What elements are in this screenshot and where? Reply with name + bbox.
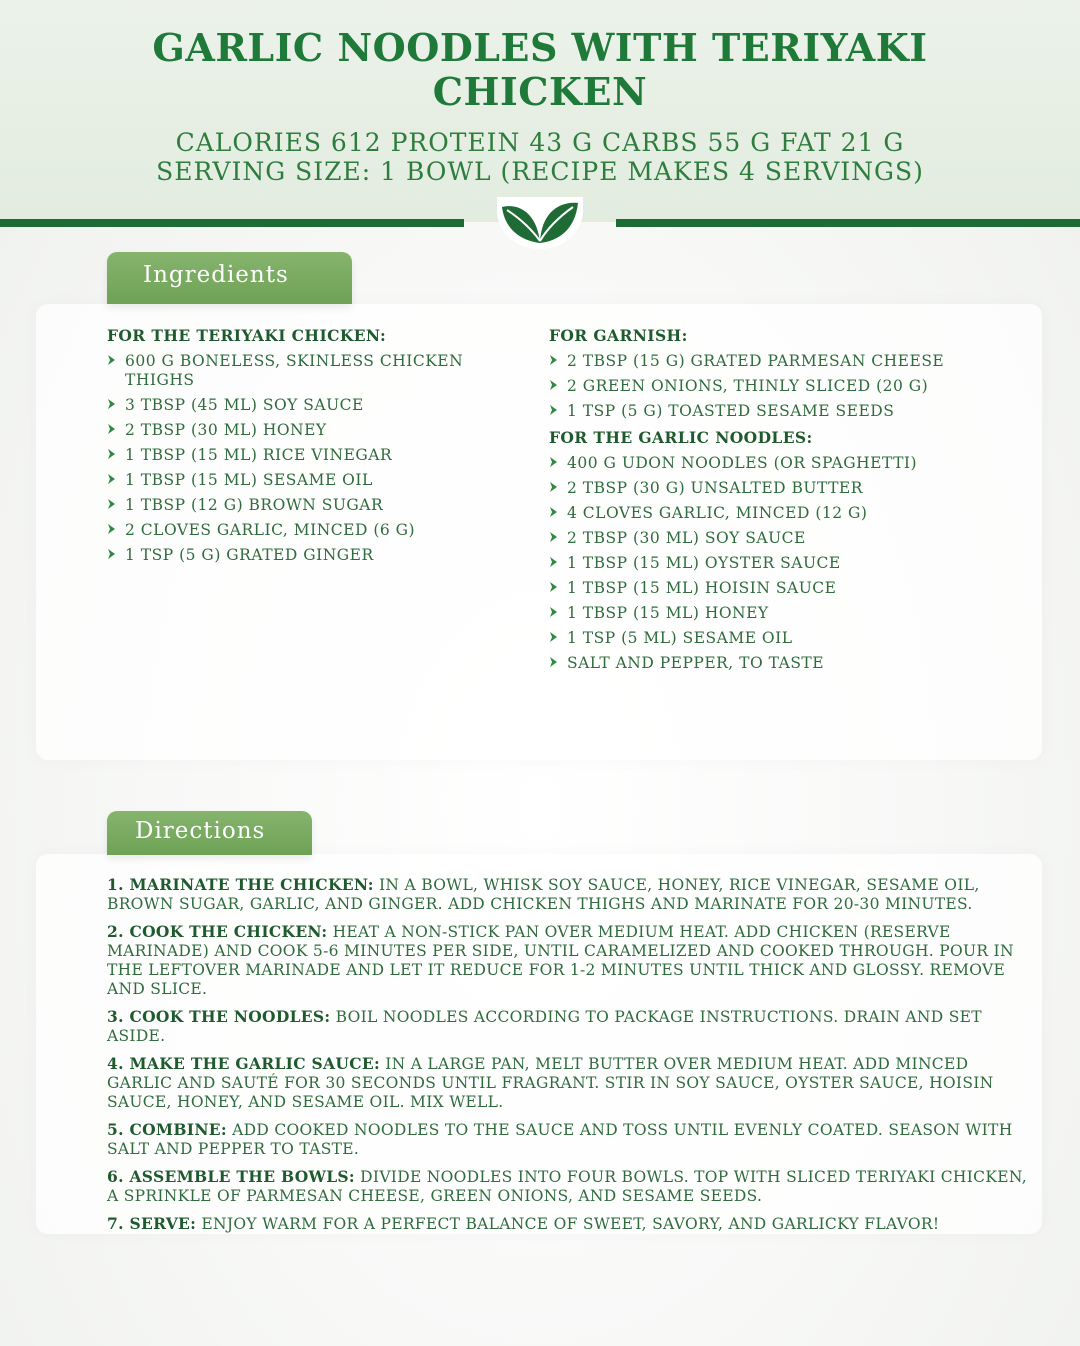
- step-label: 2. COOK THE CHICKEN:: [107, 922, 328, 941]
- ingredient-list: [549, 454, 989, 673]
- step-label: 3. COOK THE NOODLES:: [107, 1007, 331, 1026]
- step-text: HEAT A NON-STICK PAN OVER MEDIUM HEAT. ADD CHICKEN (RESERVE MARINADE) AND COOK 5-6 MINUTES PER SIDE, UNTIL CARAMELIZED AND COOKED THROUGH. POUR IN THE LEFTOVER MARINADE AND LET IT REDUCE FOR 1-2 MINUTES UNTIL THICK AND GLOSSY. REMOVE AND SLICE.: [107, 923, 1014, 998]
- ingredient-text: 2 TBSP (15 G) GRATED PARMESAN CHEESE: [567, 352, 945, 370]
- step-text: IN A BOWL, WHISK SOY SAUCE, HONEY, RICE VINEGAR, SESAME OIL, BROWN SUGAR, GARLIC, AND GINGER. ADD CHICKEN THIGHS AND MARINATE FOR 20-30 MINUTES.: [107, 876, 980, 913]
- step-text: ENJOY WARM FOR A PERFECT BALANCE OF SWEET, SAVORY, AND GARLICKY FLAVOR!: [196, 1215, 940, 1233]
- ingredient-item: [549, 604, 989, 623]
- ingredients-tab-label: Ingredients: [143, 262, 289, 288]
- ingredient-text: 2 TBSP (30 ML) HONEY: [125, 421, 327, 439]
- ingredient-item: [549, 377, 989, 396]
- chevron-right-icon: [549, 505, 559, 519]
- ingredient-item: [549, 352, 989, 371]
- ingredient-text: 1 TSP (5 G) TOASTED SESAME SEEDS: [567, 402, 895, 420]
- step-label: 4. MAKE THE GARLIC SAUCE:: [107, 1054, 380, 1073]
- ingredient-list: [549, 352, 989, 421]
- ingredient-item: [549, 579, 989, 598]
- nutrition-macros: CALORIES 612 PROTEIN 43 G CARBS 55 G FAT 21 G: [175, 128, 905, 157]
- ingredient-item: [107, 352, 507, 390]
- ingredient-item: [107, 521, 507, 540]
- ingredient-item: [107, 396, 507, 415]
- step-text: DIVIDE NOODLES INTO FOUR BOWLS. TOP WITH SLICED TERIYAKI CHICKEN, A SPRINKLE OF PARMESAN CHEESE, GREEN ONIONS, AND SESAME SEEDS.: [107, 1168, 1027, 1205]
- chevron-right-icon: [107, 497, 117, 511]
- ingredient-item: [107, 471, 507, 490]
- direction-step: [107, 1054, 1037, 1112]
- chevron-right-icon: [549, 530, 559, 544]
- ingredient-text: 2 GREEN ONIONS, THINLY SLICED (20 G): [567, 377, 929, 395]
- header-divider-right: [616, 219, 1080, 227]
- chevron-right-icon: [107, 447, 117, 461]
- chevron-right-icon: [549, 480, 559, 494]
- recipe-title: [0, 26, 1080, 114]
- chevron-right-icon: [549, 555, 559, 569]
- direction-step: [107, 1007, 1037, 1046]
- serving-size: SERVING SIZE: 1 BOWL (RECIPE MAKES 4 SERVINGS): [156, 157, 924, 186]
- ingredient-item: [107, 421, 507, 440]
- ingredient-item: [549, 504, 989, 523]
- chevron-right-icon: [107, 547, 117, 561]
- chevron-right-icon: [549, 378, 559, 392]
- ingredient-text: 1 TSP (5 G) GRATED GINGER: [125, 546, 374, 564]
- ingredient-item: [549, 402, 989, 421]
- chevron-right-icon: [107, 522, 117, 536]
- chevron-right-icon: [549, 630, 559, 644]
- chevron-right-icon: [549, 403, 559, 417]
- ingredient-text: 600 G BONELESS, SKINLESS CHICKEN THIGHS: [125, 352, 464, 389]
- direction-step: [107, 1214, 1037, 1234]
- direction-step: [107, 1167, 1037, 1206]
- ingredient-item: [549, 479, 989, 498]
- title-line-1: GARLIC NOODLES WITH TERIYAKI: [152, 25, 928, 70]
- header-banner: [0, 0, 1080, 222]
- ingredient-text: 4 CLOVES GARLIC, MINCED (12 G): [567, 504, 868, 522]
- step-text: IN A LARGE PAN, MELT BUTTER OVER MEDIUM HEAT. ADD MINCED GARLIC AND SAUTÉ FOR 30 SECONDS UNTIL FRAGRANT. STIR IN SOY SAUCE, OYSTER SAUCE, HOISIN SAUCE, HONEY, AND SESAME OIL. MIX WELL.: [107, 1055, 994, 1111]
- ingredient-text: SALT AND PEPPER, TO TASTE: [567, 654, 825, 672]
- ingredient-text: 1 TBSP (15 ML) HONEY: [567, 604, 769, 622]
- leaf-icon: [493, 193, 587, 249]
- chevron-right-icon: [107, 353, 117, 367]
- ingredient-item: [549, 554, 989, 573]
- step-label: 7. SERVE:: [107, 1214, 197, 1233]
- ingredient-text: 1 TBSP (15 ML) RICE VINEGAR: [125, 446, 393, 464]
- ingredient-text: 2 TBSP (30 G) UNSALTED BUTTER: [567, 479, 863, 497]
- chevron-right-icon: [107, 472, 117, 486]
- ingredient-text: 3 TBSP (45 ML) SOY SAUCE: [125, 396, 364, 414]
- ingredient-text: 400 G UDON NOODLES (OR SPAGHETTI): [567, 454, 918, 472]
- direction-step: [107, 875, 1037, 914]
- directions-tab-label: Directions: [135, 818, 266, 844]
- ingredient-text: 1 TBSP (12 G) BROWN SUGAR: [125, 496, 384, 514]
- chevron-right-icon: [549, 605, 559, 619]
- chevron-right-icon: [549, 655, 559, 669]
- ingredient-text: 1 TBSP (15 ML) SESAME OIL: [125, 471, 373, 489]
- step-label: 5. COMBINE:: [107, 1120, 227, 1139]
- ingredient-text: 1 TBSP (15 ML) HOISIN SAUCE: [567, 579, 837, 597]
- ingredient-item: [549, 629, 989, 648]
- ingredient-text: 1 TSP (5 ML) SESAME OIL: [567, 629, 793, 647]
- ingredients-tab: [107, 252, 352, 304]
- ingredient-group-title: FOR THE TERIYAKI CHICKEN:: [107, 326, 387, 345]
- chevron-right-icon: [107, 397, 117, 411]
- step-text: BOIL NOODLES ACCORDING TO PACKAGE INSTRUCTIONS. DRAIN AND SET ASIDE.: [107, 1008, 982, 1045]
- step-label: 6. ASSEMBLE THE BOWLS:: [107, 1167, 355, 1186]
- directions-tab: [107, 811, 312, 855]
- header-divider-left: [0, 219, 464, 227]
- directions-list: [107, 875, 1037, 1242]
- ingredients-right-column: [549, 326, 989, 680]
- step-label: 1. MARINATE THE CHICKEN:: [107, 875, 374, 894]
- ingredient-item: [107, 546, 507, 565]
- title-line-2: CHICKEN: [432, 69, 648, 114]
- ingredient-text: 1 TBSP (15 ML) OYSTER SAUCE: [567, 554, 841, 572]
- chevron-right-icon: [549, 580, 559, 594]
- ingredient-group-title: FOR GARNISH:: [549, 326, 688, 345]
- ingredient-item: [549, 654, 989, 673]
- direction-step: [107, 1120, 1037, 1159]
- ingredient-text: 2 CLOVES GARLIC, MINCED (6 G): [125, 521, 416, 539]
- ingredient-item: [549, 529, 989, 548]
- nutrition-summary: [0, 128, 1080, 186]
- ingredient-list: [107, 352, 507, 565]
- direction-step: [107, 922, 1037, 999]
- ingredient-item: [107, 446, 507, 465]
- step-text: ADD COOKED NOODLES TO THE SAUCE AND TOSS UNTIL EVENLY COATED. SEASON WITH SALT AND PEPPER TO TASTE.: [107, 1121, 1013, 1158]
- chevron-right-icon: [549, 455, 559, 469]
- chevron-right-icon: [549, 353, 559, 367]
- ingredient-group-title: FOR THE GARLIC NOODLES:: [549, 428, 813, 447]
- ingredients-left-column: [107, 326, 507, 572]
- ingredient-item: [107, 496, 507, 515]
- ingredient-text: 2 TBSP (30 ML) SOY SAUCE: [567, 529, 806, 547]
- ingredient-item: [549, 454, 989, 473]
- chevron-right-icon: [107, 422, 117, 436]
